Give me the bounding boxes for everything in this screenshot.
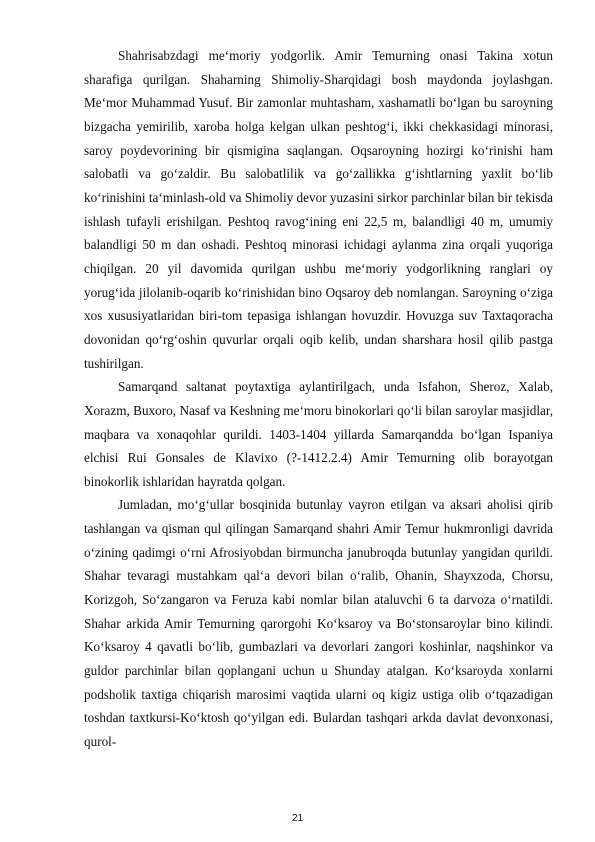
paragraph-oqsaroy: Shahrisabzdagi me‘moriy yodgorlik. Amir Temurning onasi Takina xotun sharafiga qurilgan. Shaharning Shimoliy-Sharqidagi bosh maydonda joylashgan. Me‘mor Muhammad Yusuf. Bir zamonlar muhtasham, xashamatli bo‘lgan bu saroyning bizgacha yemirilib, xaroba holga kelgan ulkan peshtog‘i, ikki chekkasidagi minorasi, saroy poydevorining bir qismigina saqlangan. Oqsaroyning hozirgi ko‘rinishi ham salobatli va go‘zaldir. Bu salobatlilik va go‘zallikka g‘ishtlarning yaxlit bo‘lib ko‘rinishini ta‘minlash-old va Shimoliy devor yuzasini sirkor parchinlar bilan bir tekisda ishlash tufayli erishilgan. Peshtoq ravog‘ining eni 22,5 m, balandligi 40 m, umumiy balandligi 50 m dan oshadi. Peshtoq minorasi ichidagi aylanma zina orqali yuqoriga chiqilgan. 20 yil davomida qurilgan ushbu me‘moriy yodgorlikning ranglari oy yorug‘ida jilolanib-oqarib ko‘rinishidan bino Oqsaroy deb nomlangan. Saroyning o‘ziga xos xususiyatlaridan biri-tom tepasiga ishlangan hovuzdir. Hovuzga suv Taxtaqoracha dovonidan qo‘rg‘oshin quvurlar orqali oqib kelib, undan sharshara hosil qilib pastga tushirilgan.: [84, 48, 553, 371]
body-text: [84, 44, 553, 754]
paragraph-samarqand-capital: Samarqand saltanat poytaxtiga aylantirilgach, unda Isfahon, Sheroz, Xalab, Xorazm, Buxoro, Nasaf va Keshning me‘moru binokorlari qo‘li bilan saroylar masjidlar, maqbara va xonaqohlar qurildi. 1403-1404 yillarda Samarqandda bo‘lgan Ispaniya elchisi Rui Gonsales de Klavixo (?-1412.2.4) Amir Temurning olib borayotgan binokorlik ishlaridan hayratda qolgan.: [84, 379, 553, 489]
paragraph-samarqand-city: Jumladan, mo‘g‘ullar bosqinida butunlay vayron etilgan va aksari aholisi qirib tashlangan va qisman qul qilingan Samarqand shahri Amir Temur hukmronligi davrida o‘zining qadimgi o‘rni Afrosiyobdan birmuncha janubroqda butunlay yangidan qurildi. Shahar tevaragi mustahkam qal‘a devori bilan o‘ralib, Ohanin, Shayxzoda, Chorsu, Korizgoh, So‘zangaron va Feruza kabi nomlar bilan ataluvchi 6 ta darvoza o‘rnatildi. Shahar arkida Amir Temurning qarorgohi Ko‘ksaroy va Bo‘stonsaroylar bino kilindi. Ko‘ksaroy 4 qavatli bo‘lib, gumbazlari va devorlari zangori koshinlar, naqshinkor va guldor parchinlar bilan qoplangani uchun u Shunday atalgan. Ko‘ksaroyda xonlarni podsholik taxtiga chiqarish marosimi vaqtida ularni oq kigiz ustiga olib o‘tqazadigan toshdan taxtkursi-Ko‘ktosh qo‘yilgan edi. Bulardan tashqari arkda davlat devonxonasi, qurol-: [84, 497, 553, 750]
page-number: 21: [291, 813, 304, 824]
